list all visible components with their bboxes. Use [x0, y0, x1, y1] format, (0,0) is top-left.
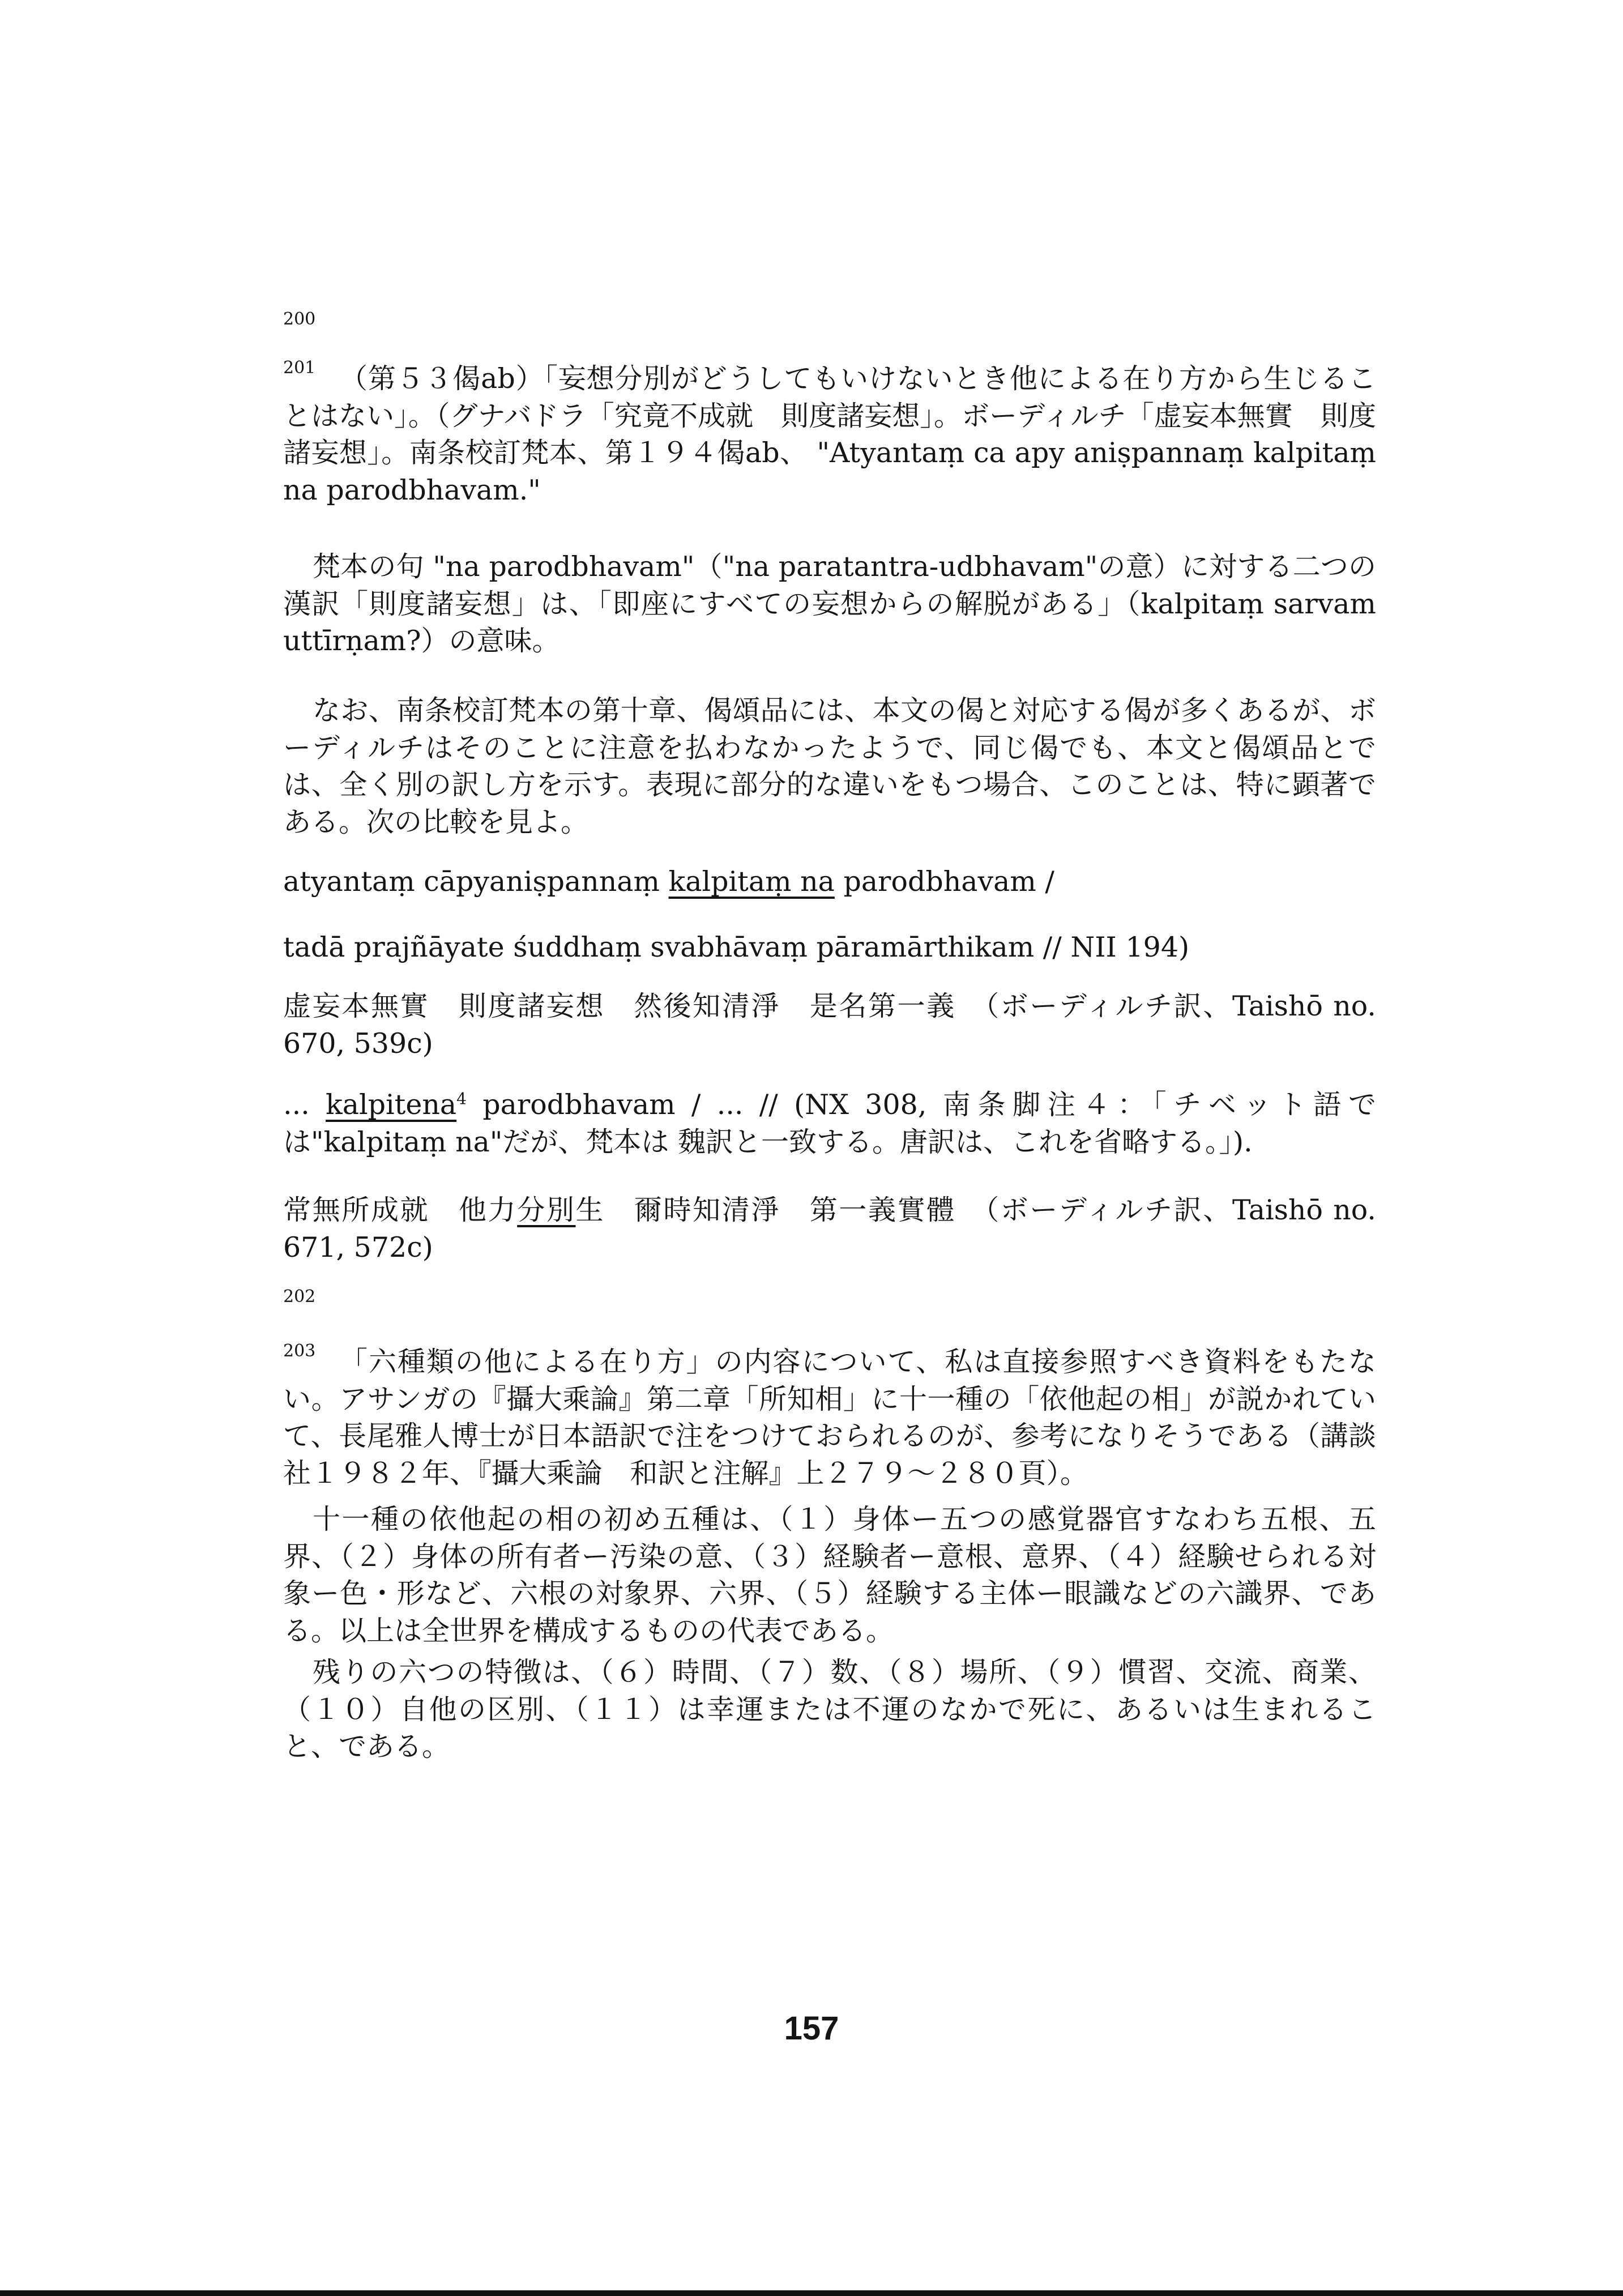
chinese-verse-1 [283, 988, 1376, 1062]
verse-text: 常無所成就 他力 [283, 1194, 518, 1226]
verse-line-3 [283, 1086, 1376, 1160]
footnote-ref: 4 [456, 1089, 467, 1108]
footnote-number: 203 [283, 1341, 316, 1361]
verse-text: 生 爾時知清淨 第一義實體 （ボーディルチ訳、Taishō no. 671, 572c) [283, 1194, 1376, 1264]
paragraph-nao [283, 692, 1376, 841]
underlined-term: kalpitaṃ na [668, 865, 835, 898]
footnote-text: 「六種類の他による在り方」の内容について、私は直接参照すべき資料をもたない。アサンガの『攝大乘論』第二章「所知相」に十一種の「依他起の相」が説かれていて、長尾雅人博士が日本語訳で注をつけておられるのが、参考になりそうである（講談社１９８２年、『攝大乘論 和訳と注解』上２７９～２８０頁）。 [283, 1346, 1376, 1490]
paragraph-nokori [283, 1654, 1376, 1765]
footnote-201 [283, 360, 1376, 509]
verse-text: tadā prajñāyate śuddhaṃ svabhāvaṃ pāramārthikam // NII 194) [283, 931, 1190, 963]
verse-text: parodbhavam / [834, 865, 1054, 898]
paragraph-text: 梵本の句 "na parodbhavam"（"na paratantra-udbhavam"の意）に対する二つの漢訳「則度諸妄想」は、「即座にすべての妄想からの解脱がある」（kalpitaṃ sarvam uttīrṇam?）の意味。 [283, 550, 1376, 658]
underlined-term: 分別 [517, 1194, 576, 1226]
page-number: 157 [784, 2010, 839, 2047]
paragraph-text: 残りの六つの特徴は、（６）時間、（７）数、（８）場所、（９）慣習、交流、商業、（１０）自他の区別、（１１）は幸運または不運のなかで死に、あるいは生まれること、である。 [283, 1656, 1376, 1763]
paragraph-text: 十一種の依他起の相の初め五種は、（１）身体ー五つの感覚器官すなわち五根、五界、（２）身体の所有者ー汚染の意、（３）経験者ー意根、意界、（４）経験せられる対象ー色・形など、六根の対象界、六界、（５）経験する主体ー眼識などの六識界、である。以上は全世界を構成するものの代表である。 [283, 1503, 1376, 1647]
chinese-verse-2 [283, 1192, 1376, 1266]
footnote-text: （第５３偈ab）「妄想分別がどうしてもいけないとき他による在り方から生じることはない」。（グナバドラ「究竟不成就 則度諸妄想」。ボーディルチ「虚妄本無實 則度諸妄想」。南条校訂梵本、第１９４偈ab、 "Atyantaṃ ca apy aniṣpannaṃ kalpitaṃ na parodbhavam." [283, 362, 1376, 506]
paragraph-juuichi [283, 1501, 1376, 1650]
paragraph-text: なお、南条校訂梵本の第十章、偈頌品には、本文の偈と対応する偈が多くあるが、ボーディルチはそのことに注意を払わなかったようで、同じ偈でも、本文と偈頌品とでは、全く別の訳し方を示す。表現に部分的な違いをもつ場合、このことは、特に顕著である。次の比較を見よ。 [283, 694, 1376, 838]
verse-text: parodbhavam / ... // (NX 308, 南条脚注４：「チベット語では"kalpitaṃ na"だが、梵本は 魏訳と一致する。唐訳は、これを省略する。」). [283, 1089, 1376, 1158]
footnote-number: 202 [283, 1287, 316, 1307]
footnote-203 [283, 1343, 1376, 1492]
verse-text: atyantaṃ cāpyaniṣpannaṃ [283, 865, 669, 898]
verse-text: ... [283, 1089, 326, 1121]
footnote-number: 201 [283, 358, 316, 378]
verse-line-2 [283, 929, 1376, 966]
scan-edge-rule [0, 2290, 1623, 2296]
verse-text: 虚妄本無實 則度諸妄想 然後知清淨 是名第一義 （ボーディルチ訳、Taishō no. 670, 539c) [283, 990, 1376, 1060]
underlined-term: kalpitena [326, 1089, 457, 1121]
paragraph-bonbun [283, 548, 1376, 660]
verse-line-1 [283, 863, 1376, 901]
footnote-number: 200 [283, 309, 316, 329]
